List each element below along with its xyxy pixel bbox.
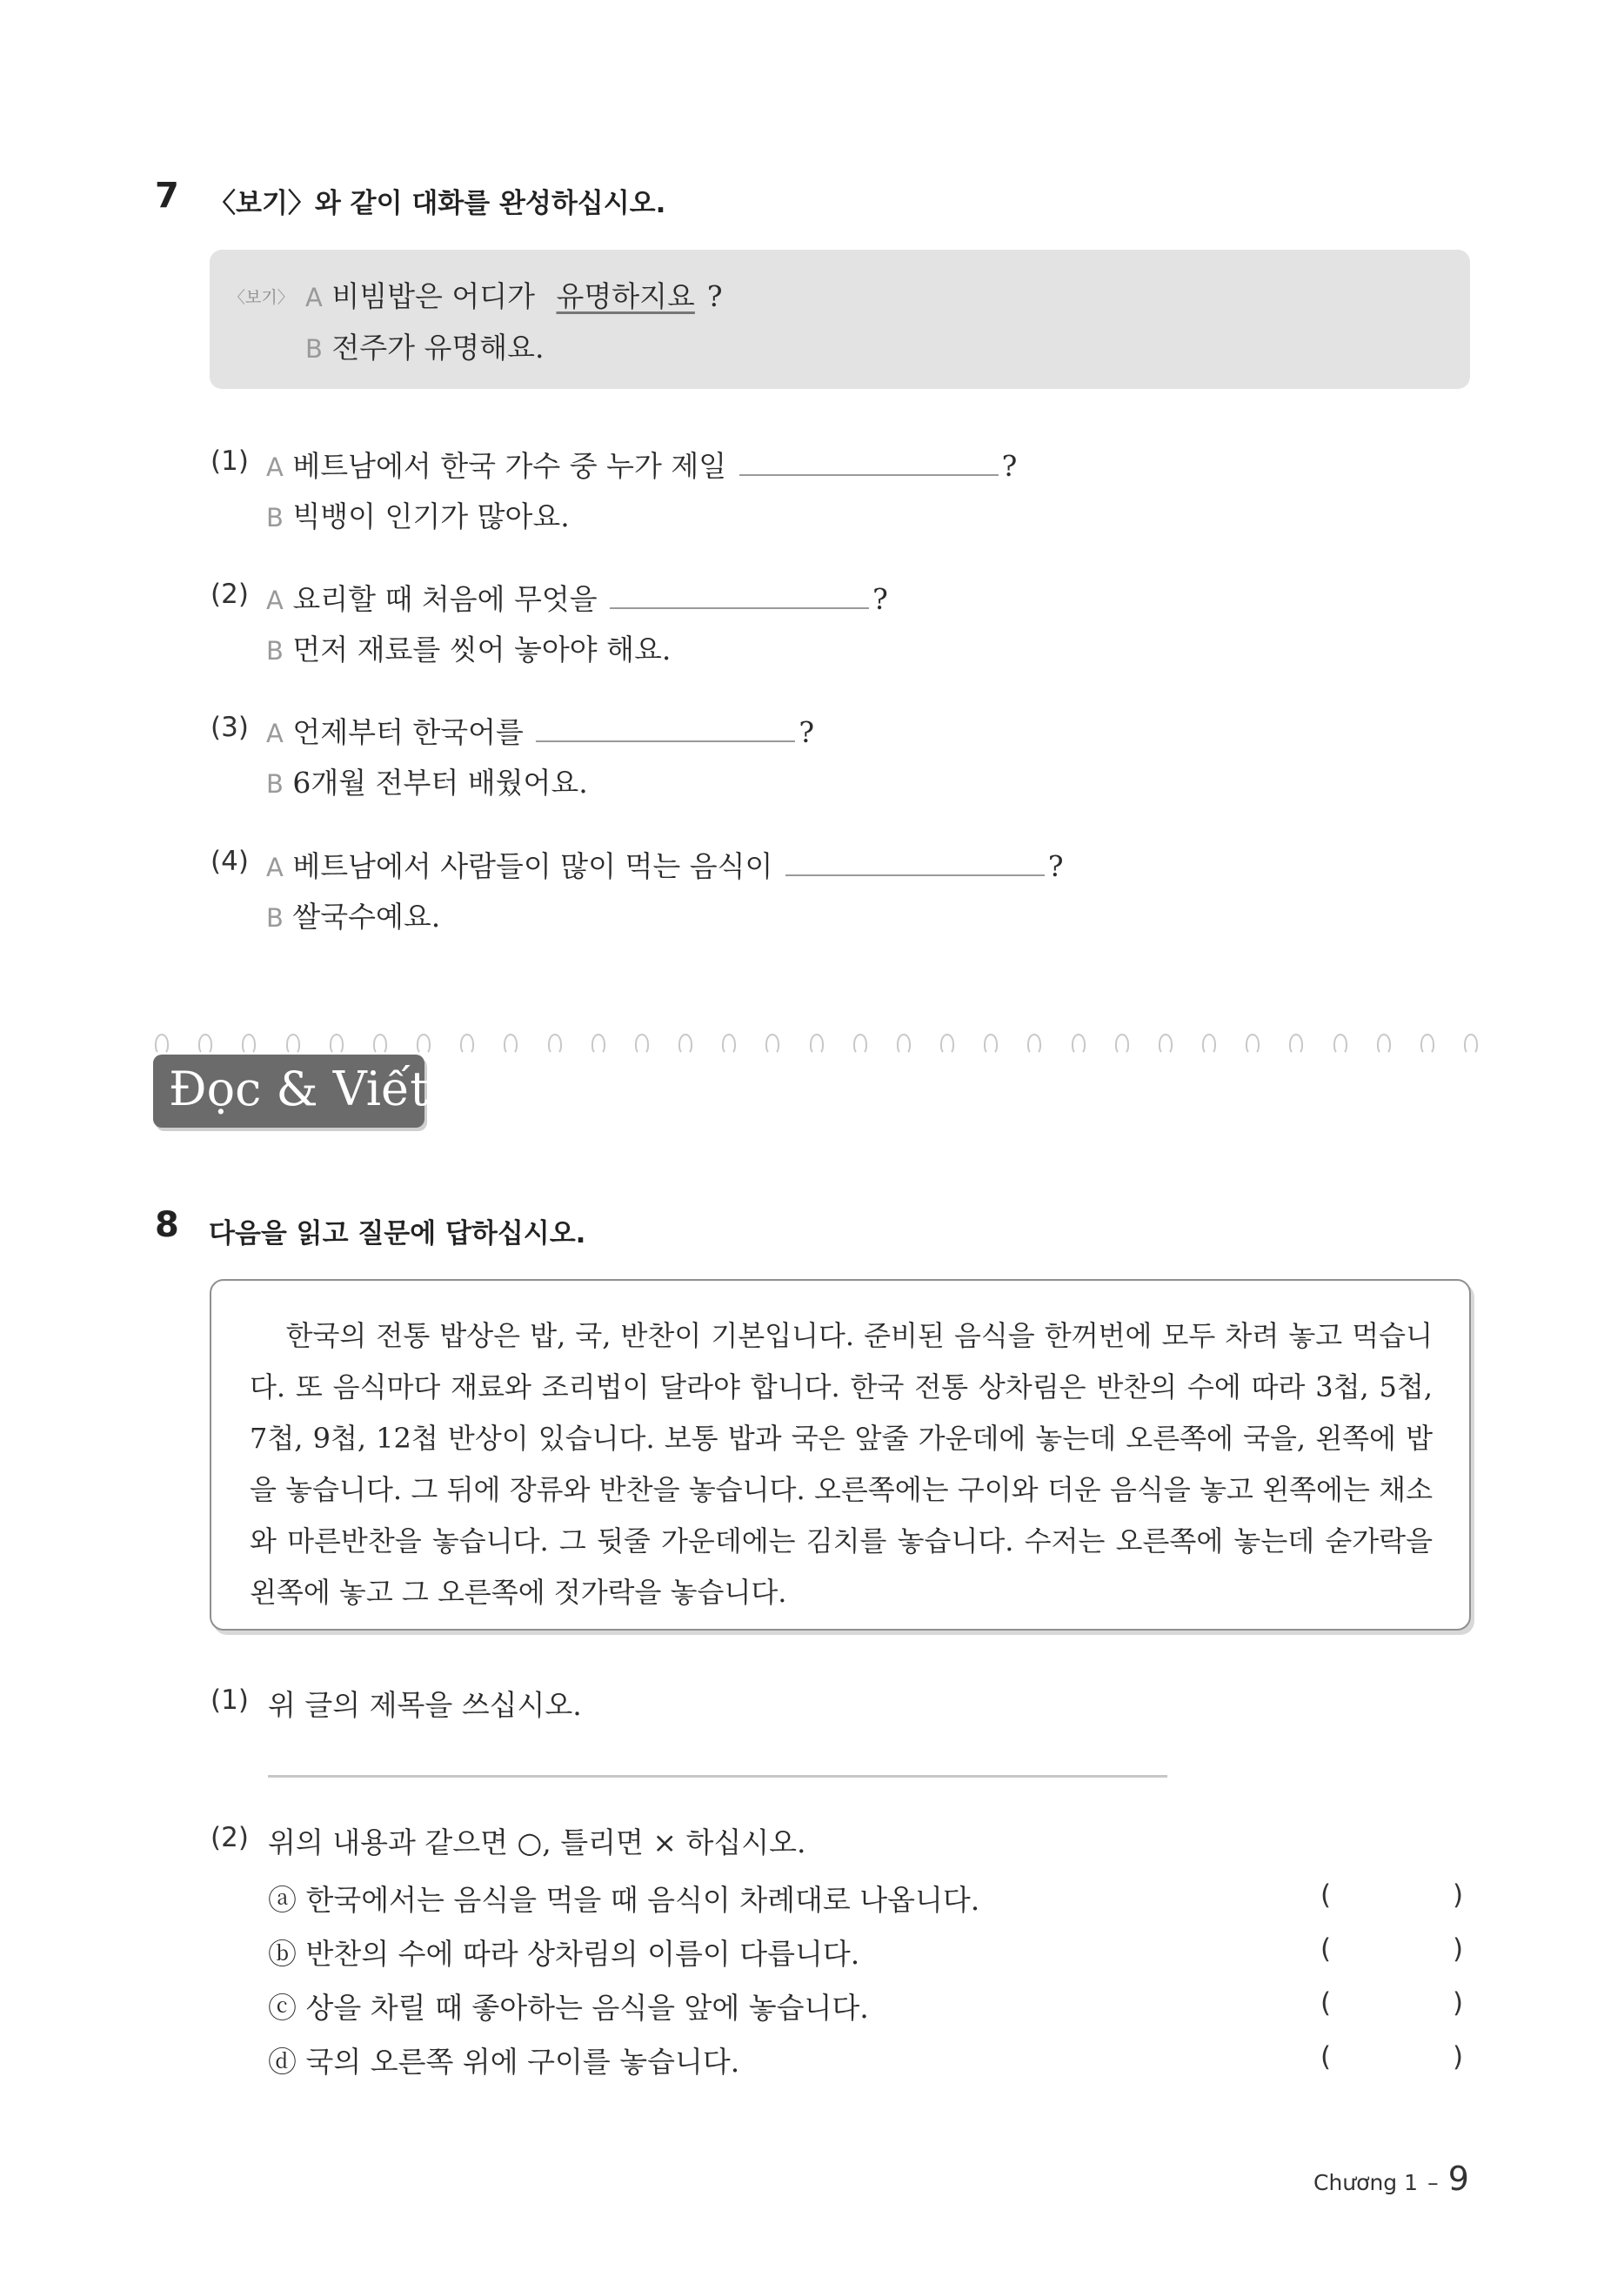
statement-row — [268, 2040, 1468, 2092]
item-line-b — [266, 627, 671, 668]
ring-icon — [1464, 1034, 1478, 1055]
answer-paren-close[interactable]: ) — [1453, 2041, 1464, 2073]
ring-icon — [722, 1034, 736, 1055]
item-line-a — [266, 710, 814, 751]
answer-blank[interactable] — [610, 581, 869, 609]
statement-text — [268, 2040, 739, 2080]
statement-label: ⓑ — [268, 1937, 297, 1971]
ring-icon — [1115, 1034, 1129, 1055]
answer-line[interactable] — [268, 1775, 1167, 1778]
answer-blank[interactable] — [739, 448, 999, 476]
item-question: 베트남에서 한국 가수 중 누가 제일 — [292, 449, 727, 483]
question-title: 〈보기〉와 같이 대화를 완성하십시오. — [209, 188, 666, 219]
statement-label: ⓒ — [268, 1991, 297, 2025]
answer-paren-close[interactable]: ) — [1453, 1933, 1464, 1965]
ring-icon — [330, 1034, 344, 1055]
ring-icon — [984, 1034, 998, 1055]
speaker-a-label: A — [266, 452, 284, 482]
ring-icon — [1377, 1034, 1391, 1055]
speaker-b-label: B — [266, 903, 284, 933]
item-number: (3) — [211, 712, 249, 743]
statement-content: 상을 차릴 때 좋아하는 음식을 앞에 놓습니다. — [305, 1991, 869, 2025]
page-footer — [1313, 2160, 1469, 2198]
question-mark: ? — [706, 279, 723, 313]
ring-icon — [373, 1034, 387, 1055]
ring-icon — [1159, 1034, 1173, 1055]
speaker-b-label: B — [305, 334, 323, 364]
statement-text — [268, 1878, 979, 1919]
ring-icon — [853, 1034, 867, 1055]
question-mark: ? — [872, 582, 888, 616]
item-line-a — [266, 577, 888, 618]
item-line-b — [266, 894, 440, 935]
ring-icon — [1027, 1034, 1041, 1055]
speaker-a-label: A — [266, 719, 284, 748]
reading-passage: 한국의 전통 밥상은 밥, 국, 반찬이 기본입니다. 준비된 음식을 한꺼번에 모두 차려 놓고 먹습니다. 또 음식마다 재료와 조리법이 달라야 합니다. 한국 전통 상차림은 반찬의 수에 따라 3첩, 5첩, 7첩, 9첩, 12첩 반상이 있습니다. 보통 밥과 국은 앞줄 가운데에 놓는데 오른쪽에 국을, 왼쪽에 밥을 놓습니다. 그 뒤에 장류와 반찬을 놓습니다. 오른쪽에는 구이와 더운 음식을 놓고 왼쪽에는 채소와 마른반찬을 놓습니다. 그 뒷줄 가운데에는 김치를 놓습니다. 수저는 오른쪽에 놓는데 숟가락을 왼쪽에 놓고 그 오른쪽에 젓가락을 놓습니다. — [250, 1319, 1433, 1609]
ring-icon — [1289, 1034, 1303, 1055]
example-answer: 유명하지요 — [556, 279, 695, 313]
ring-icon — [635, 1034, 649, 1055]
ring-icon — [940, 1034, 954, 1055]
question-mark: ? — [799, 715, 815, 749]
item-line-b — [266, 760, 588, 801]
example-line-b — [305, 325, 545, 366]
example-b-answer: 전주가 유명해요. — [331, 331, 545, 365]
speaker-b-label: B — [266, 503, 284, 532]
sub-question-number: (1) — [211, 1685, 249, 1716]
speaker-b-label: B — [266, 769, 284, 799]
answer-paren-open[interactable]: ( — [1320, 1987, 1332, 2019]
item-question: 요리할 때 처음에 무엇을 — [292, 582, 598, 616]
statement-content: 반찬의 수에 따라 상차림의 이름이 다릅니다. — [305, 1937, 860, 1971]
item-line-b — [266, 494, 570, 535]
statement-row — [268, 1986, 1468, 2038]
ring-icon — [155, 1034, 169, 1055]
question-number: 7 — [155, 176, 179, 216]
item-number: (4) — [211, 846, 249, 877]
example-box — [210, 250, 1470, 389]
statement-row — [268, 1932, 1468, 1984]
ring-icon — [286, 1034, 300, 1055]
item-answer: 쌀국수예요. — [292, 900, 441, 934]
ring-icon — [504, 1034, 518, 1055]
page-number: 9 — [1447, 2160, 1469, 2198]
example-tag: 〈보기〉 — [229, 288, 294, 307]
answer-paren-open[interactable]: ( — [1320, 1933, 1332, 1965]
answer-paren-open[interactable]: ( — [1320, 1879, 1332, 1911]
chapter-label: Chương 1 — [1313, 2170, 1419, 2195]
footer-dash: – — [1427, 2170, 1439, 2195]
item-line-a — [266, 444, 1017, 485]
ring-icon — [548, 1034, 562, 1055]
ring-icon — [1202, 1034, 1216, 1055]
item-answer: 6개월 전부터 배웠어요. — [292, 766, 588, 800]
section-title: Đọc & Viết — [169, 1062, 429, 1116]
ring-icon — [1072, 1034, 1086, 1055]
ring-icon — [460, 1034, 474, 1055]
ring-icon — [678, 1034, 692, 1055]
answer-blank[interactable] — [536, 714, 795, 742]
sub-question-text: 위의 내용과 같으면 ○, 틀리면 × 하십시오. — [268, 1825, 806, 1859]
reading-passage-box — [210, 1279, 1471, 1631]
statement-content: 한국에서는 음식을 먹을 때 음식이 차례대로 나옵니다. — [305, 1883, 980, 1917]
question-number: 8 — [155, 1205, 179, 1245]
example-line-a — [305, 274, 723, 315]
speaker-b-label: B — [266, 636, 284, 666]
ring-icon — [1420, 1034, 1434, 1055]
decorative-rings — [155, 1034, 1473, 1056]
statement-text — [268, 1986, 869, 2026]
item-number: (2) — [211, 579, 249, 610]
item-answer: 빅뱅이 인기가 많아요. — [292, 499, 570, 533]
item-answer: 먼저 재료를 씻어 놓아야 해요. — [292, 633, 672, 666]
question-mark: ? — [1047, 849, 1064, 883]
ring-icon — [1333, 1034, 1347, 1055]
item-number: (1) — [211, 445, 249, 477]
speaker-a-label: A — [266, 853, 284, 882]
question-title: 다음을 읽고 질문에 답하십시오. — [209, 1218, 586, 1249]
statement-content: 국의 오른쪽 위에 구이를 놓습니다. — [305, 2045, 740, 2079]
ring-icon — [1246, 1034, 1260, 1055]
speaker-a-label: A — [266, 586, 284, 615]
ring-icon — [198, 1034, 212, 1055]
ring-icon — [765, 1034, 779, 1055]
statement-label: ⓓ — [268, 2045, 297, 2079]
item-question: 언제부터 한국어를 — [292, 715, 524, 749]
statement-row — [268, 1878, 1468, 1930]
answer-paren-open[interactable]: ( — [1320, 2041, 1332, 2073]
example-a-question: 비빔밥은 어디가 — [331, 279, 535, 313]
answer-paren-close[interactable]: ) — [1453, 1987, 1464, 2019]
answer-paren-close[interactable]: ) — [1453, 1879, 1464, 1911]
sub-question-text: 위 글의 제목을 쓰십시오. — [268, 1688, 582, 1722]
speaker-a-label: A — [305, 283, 323, 312]
answer-blank[interactable] — [785, 848, 1045, 876]
ring-icon — [810, 1034, 824, 1055]
ring-icon — [242, 1034, 256, 1055]
ring-icon — [417, 1034, 431, 1055]
statement-label: ⓐ — [268, 1883, 297, 1917]
statement-text — [268, 1932, 859, 1973]
section-banner — [153, 1055, 429, 1128]
sub-question-number: (2) — [211, 1822, 249, 1853]
item-question: 베트남에서 사람들이 많이 먹는 음식이 — [292, 849, 773, 883]
question-mark: ? — [1001, 449, 1018, 483]
item-line-a — [266, 844, 1064, 885]
ring-icon — [591, 1034, 605, 1055]
ring-icon — [897, 1034, 911, 1055]
